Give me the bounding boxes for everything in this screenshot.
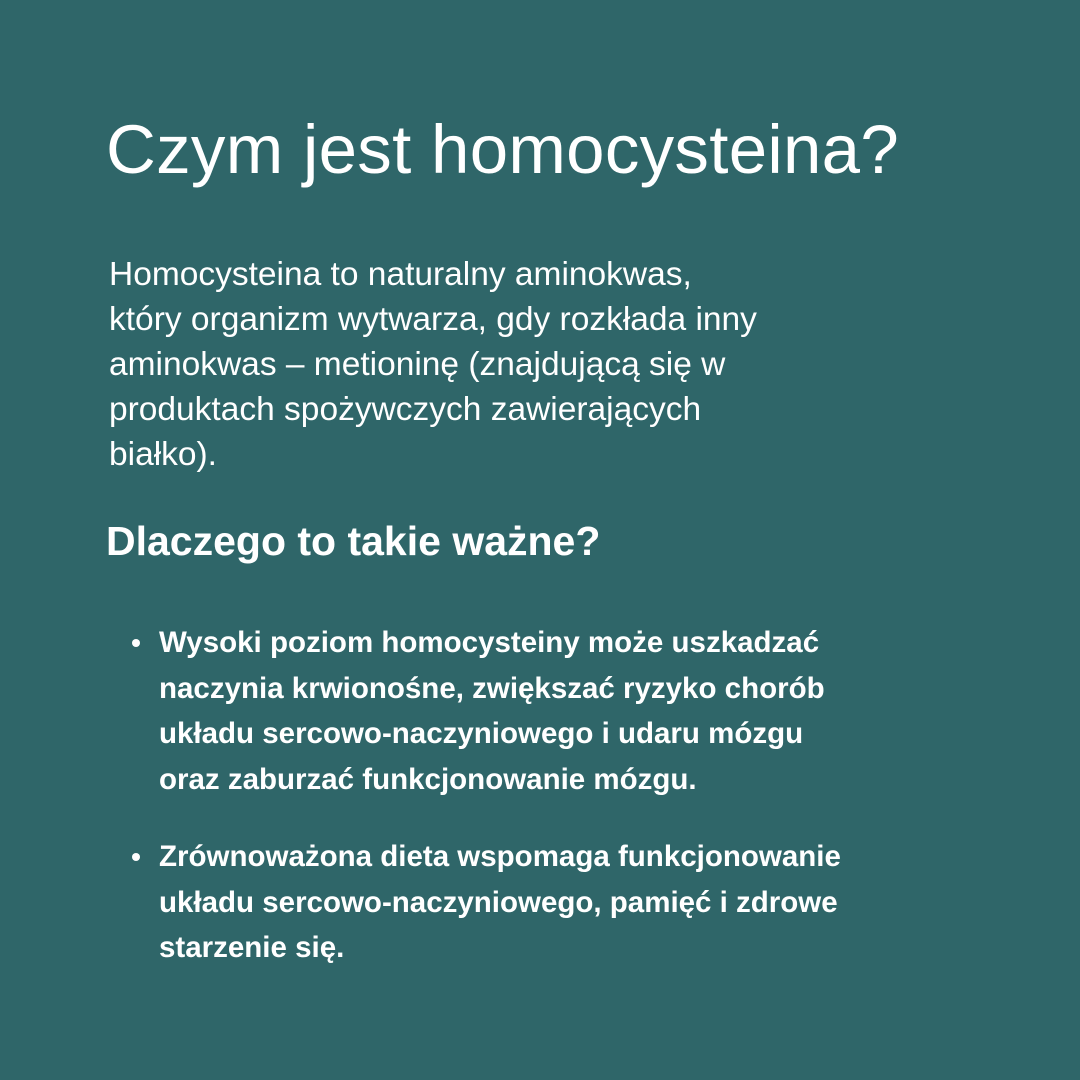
page-title: Czym jest homocysteina? bbox=[106, 111, 900, 188]
bullet-line: układu sercowo-naczyniowego i udaru mózgu bbox=[159, 717, 804, 750]
bullet-line: Zrównoważona dieta wspomaga funkcjonowanie bbox=[159, 840, 841, 873]
bullet-item bbox=[159, 620, 1019, 802]
bullet-dot-icon bbox=[132, 853, 140, 861]
bullet-line: oraz zaburzać funkcjonowanie mózgu. bbox=[159, 762, 697, 796]
intro-line: Homocysteina to naturalny aminokwas, bbox=[109, 256, 692, 293]
intro-line: aminokwas – metioninę (znajdującą się w bbox=[109, 346, 726, 383]
bullet-item bbox=[159, 834, 1019, 971]
bullet-line: Wysoki poziom homocysteiny może uszkadzać bbox=[159, 626, 820, 659]
intro-line: białko). bbox=[109, 436, 217, 473]
intro-line: który organizm wytwarza, gdy rozkłada inny bbox=[109, 301, 757, 338]
section-heading: Dlaczego to takie ważne? bbox=[106, 518, 601, 564]
bullet-line: naczynia krwionośne, zwiększać ryzyko chorób bbox=[159, 671, 825, 705]
bullet-dot-icon bbox=[132, 639, 140, 647]
intro-line: produktach spożywczych zawierających bbox=[109, 391, 702, 428]
bullet-line: układu sercowo-naczyniowego, pamięć i zdrowe bbox=[159, 885, 838, 919]
bullet-line: starzenie się. bbox=[159, 931, 345, 964]
